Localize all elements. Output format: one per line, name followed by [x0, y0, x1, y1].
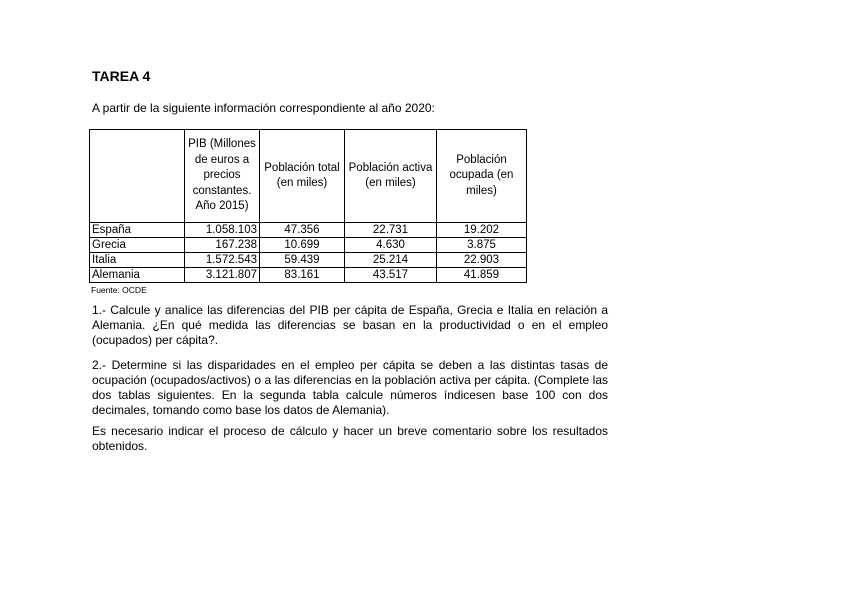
activa-cell: 25.214 [345, 253, 437, 268]
total-cell: 47.356 [260, 223, 345, 238]
ocupada-cell: 22.903 [437, 253, 527, 268]
table-row [90, 268, 527, 283]
activa-cell: 43.517 [345, 268, 437, 283]
activa-cell: 22.731 [345, 223, 437, 238]
country-cell: Alemania [90, 268, 185, 283]
ocupada-cell: 19.202 [437, 223, 527, 238]
header-poblacion-total: Población total (en miles) [260, 130, 345, 223]
source-note: Fuente: OCDE [91, 285, 147, 295]
header-poblacion-ocupada: Población ocupada (en miles) [437, 130, 527, 223]
pib-cell: 1.058.103 [185, 223, 260, 238]
table-row [90, 238, 527, 253]
page-title: TAREA 4 [92, 68, 151, 84]
total-cell: 59.439 [260, 253, 345, 268]
total-cell: 10.699 [260, 238, 345, 253]
country-cell: Italia [90, 253, 185, 268]
ocupada-cell: 41.859 [437, 268, 527, 283]
table-header-row [90, 130, 527, 223]
question-1: 1.- Calcule y analice las diferencias del PIB per cápita de España, Grecia e Italia en relación a Alemania. ¿En qué medida las diferencias se basan en la productividad o en el empleo (ocupados) per cápita?. [92, 303, 608, 347]
header-poblacion-activa: Población activa (en miles) [345, 130, 437, 223]
header-empty-cell [90, 130, 185, 223]
activa-cell: 4.630 [345, 238, 437, 253]
country-cell: Grecia [90, 238, 185, 253]
table-row [90, 253, 527, 268]
header-pib: PIB (Millones de euros a precios constantes. Año 2015) [185, 130, 260, 223]
intro-text: A partir de la siguiente información correspondiente al año 2020: [92, 101, 435, 115]
pib-cell: 1.572.543 [185, 253, 260, 268]
pib-cell: 167.238 [185, 238, 260, 253]
pib-cell: 3.121.807 [185, 268, 260, 283]
ocupada-cell: 3.875 [437, 238, 527, 253]
total-cell: 83.161 [260, 268, 345, 283]
table-row [90, 223, 527, 238]
instructions-note: Es necesario indicar el proceso de cálculo y hacer un breve comentario sobre los resultados obtenidos. [92, 424, 608, 453]
country-cell: España [90, 223, 185, 238]
question-2: 2.- Determine si las disparidades en el empleo per cápita se deben a las distintas tasas de ocupación (ocupados/activos) o a las diferencias en la población activa per cápita. (Complete las dos tablas siguientes. En la segunda tabla calcule números índicesen base 100 con dos decimales, tomando como base los datos de Alemania). [92, 358, 608, 417]
data-table [89, 129, 527, 283]
